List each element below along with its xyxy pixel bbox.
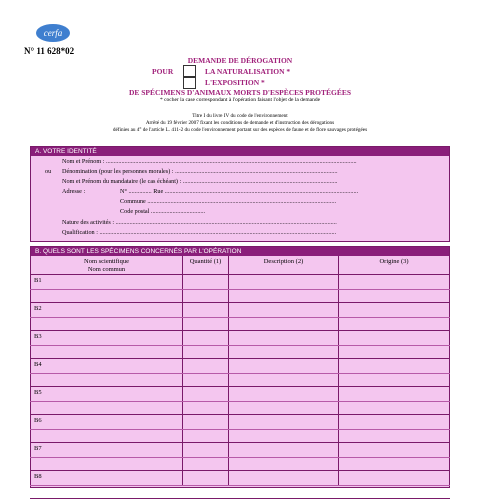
specimen-row-label: B4 bbox=[34, 361, 42, 368]
row-subdivider bbox=[30, 429, 450, 430]
specimen-row-label: B3 bbox=[34, 333, 42, 340]
row-subdivider bbox=[30, 317, 450, 318]
ou-label: ou bbox=[45, 168, 52, 175]
exposition-label: L'EXPOSITION * bbox=[205, 78, 265, 87]
naturalisation-checkbox[interactable] bbox=[183, 65, 196, 77]
legal-ref-2: Arrêté du 19 février 2007 fixant les conditions de demande et d'instruction des dérogations bbox=[145, 120, 335, 126]
section-b-header: B. QUELS SONT LES SPÉCIMENS CONCERNÉS PAR L'OPÉRATION bbox=[31, 247, 449, 256]
denomination-field[interactable]: Dénomination (pour les personnes morales) : ......................................................................................................... bbox=[62, 168, 338, 175]
row-subdivider bbox=[30, 373, 450, 374]
row-divider bbox=[30, 442, 450, 443]
legal-ref-3: définies au 4° de l'article L. 411-2 du code l'environnement portant sur des espèces de faune et de flore sauvages protégées bbox=[112, 127, 368, 133]
row-subdivider bbox=[30, 401, 450, 402]
col-origine: Origine (3) bbox=[379, 258, 409, 265]
row-divider bbox=[30, 358, 450, 359]
specimen-row-label: B2 bbox=[34, 305, 42, 312]
col-quantite: Quantité (1) bbox=[189, 258, 222, 265]
col-divider-3 bbox=[338, 256, 339, 486]
specimen-row-label: B7 bbox=[34, 445, 42, 452]
row-subdivider bbox=[30, 457, 450, 458]
rue-field[interactable]: N° ............... Rue ............................................................................................................................. bbox=[120, 188, 359, 195]
form-number: N° 11 628*02 bbox=[24, 46, 75, 56]
commune-field[interactable]: Commune .......................................................................................................................... bbox=[120, 198, 337, 205]
naturalisation-label: LA NATURALISATION * bbox=[205, 67, 291, 76]
row-divider bbox=[30, 470, 450, 471]
col-nom-scientifique bbox=[31, 258, 182, 274]
row-divider bbox=[30, 414, 450, 415]
specimen-row-label: B5 bbox=[34, 389, 42, 396]
legal-ref-1: Titre I du livre IV du code de l'environnement bbox=[192, 113, 288, 119]
section-specimens bbox=[30, 246, 450, 488]
specimen-row-label: B6 bbox=[34, 417, 42, 424]
specimen-row-label: B8 bbox=[34, 473, 42, 480]
adresse-label: Adresse : bbox=[62, 188, 86, 195]
col-divider-1 bbox=[182, 256, 183, 486]
row-subdivider bbox=[30, 289, 450, 290]
row-divider bbox=[30, 330, 450, 331]
form-title-line1: DEMANDE DE DÉROGATION bbox=[187, 56, 293, 65]
code-postal-field[interactable]: Code postal ................................... bbox=[120, 208, 206, 215]
col-description: Description (2) bbox=[263, 258, 304, 265]
row-subdivider bbox=[30, 345, 450, 346]
nom-prenom-field[interactable]: Nom et Prénom : .................................................................................................................................................................. bbox=[62, 158, 357, 165]
col-divider-2 bbox=[228, 256, 229, 486]
row-divider bbox=[30, 386, 450, 387]
checkbox-note: * cocher la case correspondant à l'opération faisant l'objet de la demande bbox=[159, 97, 321, 103]
activites-field[interactable]: Nature des activités : ............................................................................................................................................... bbox=[62, 219, 337, 226]
qualification-field[interactable]: Qualification : ......................................................................................................................................................... bbox=[62, 229, 337, 236]
specimen-row-label: B1 bbox=[34, 277, 42, 284]
col-nom-scientifique-label: Nom scientifique bbox=[84, 258, 129, 265]
row-subdivider bbox=[30, 485, 450, 486]
cerfa-logo: cerfa bbox=[36, 24, 70, 42]
col-nom-commun-label: Nom commun bbox=[87, 266, 126, 273]
row-divider bbox=[30, 302, 450, 303]
pour-label: POUR bbox=[152, 67, 174, 76]
section-a-header: A. VOTRE IDENTITÉ bbox=[31, 147, 449, 156]
form-title-line3: DE SPÉCIMENS D'ANIMAUX MORTS D'ESPÈCES PROTÉGÉES bbox=[128, 88, 352, 97]
header-divider bbox=[30, 274, 450, 275]
mandataire-field[interactable]: Nom et Prénom du mandataire (le cas échéant) : .................................................................................................... bbox=[62, 178, 338, 185]
